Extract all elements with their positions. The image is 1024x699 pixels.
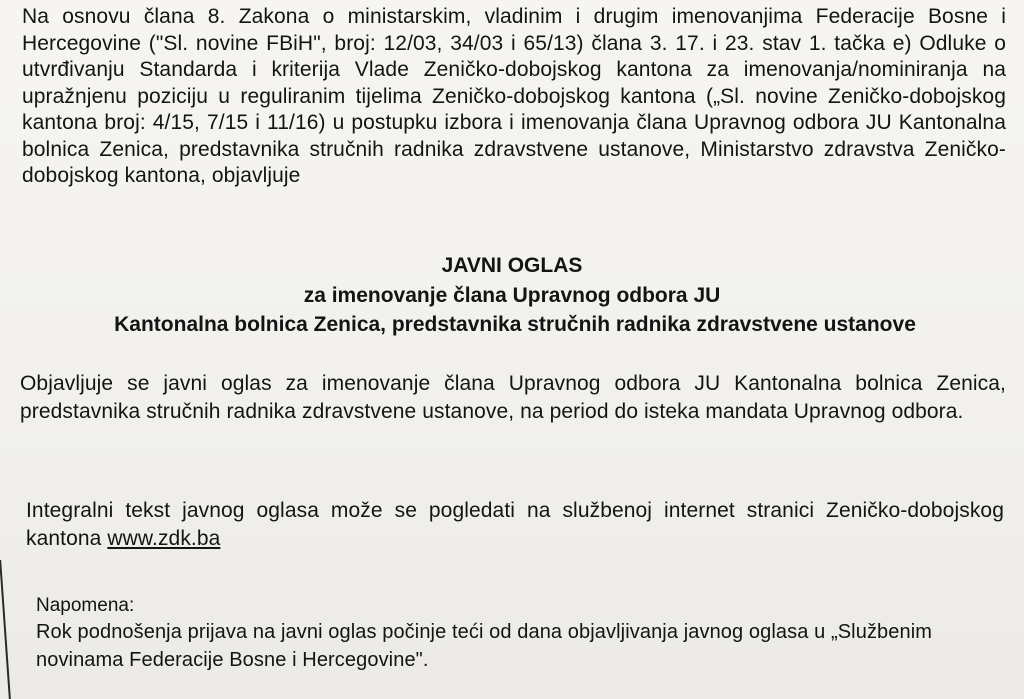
integral-text-paragraph <box>26 497 1004 553</box>
integral-text-sentence: Integralni tekst javnog oglasa može se pogledati na službenoj internet stranici Zeničko-dobojskog kantona <box>26 499 1004 550</box>
announcement-title: JAVNI OGLAS <box>441 254 583 277</box>
announcement-body-paragraph: Objavljuje se javni oglas za imenovanje člana Upravnog odbora JU Kantonalna bolnica Zenica, predstavnika stručnih radnika zdravstvene ustanove, na period do isteka mandata Upravnog odbora. <box>20 372 1006 423</box>
website-link[interactable]: www.zdk.ba <box>107 527 221 550</box>
intro-paragraph: Na osnovu člana 8. Zakona o ministarskim, vladinim i drugim imenovanjima Federacije Bosne i Hercegovine ("Sl. novine FBiH", broj: 12/03, 34/03 i 65/13) člana 3. 17. i 23. stav 1. tačka e) Odluke o utvrđivanju Standarda i kriterija Vlade Zeničko-dobojskog kantona za imenovanja/nominiranja na upražnjenu poziciju u reguliranim tijelima Zeničko-dobojskog kantona („Sl. novine Zeničko-dobojskog kantona broj: 4/15, 7/15 i 11/16) u postupku izbora i imenovanja člana Upravnog odbora JU Kantonalna bolnica Zenica, predstavnika stručnih radnika zdravstvene ustanove, Ministarstvo zdravstva Zeničko-dobojskog kantona, objavljuje <box>22 5 1006 187</box>
announcement-subtitle-line2: Kantonalna bolnica Zenica, predstavnika stručnih radnika zdravstvene ustanove <box>114 313 916 336</box>
announcement-subtitle-line1: za imenovanje člana Upravnog odbora JU <box>303 284 721 307</box>
clipping-edge-line <box>0 560 25 699</box>
note-label: Napomena: <box>36 595 135 616</box>
note-text: Rok podnošenja prijava na javni oglas počinje teći od dana objavljivanja javnog oglasa u „Službenim novinama Federacije Bosne i Hercegovine". <box>36 621 933 671</box>
